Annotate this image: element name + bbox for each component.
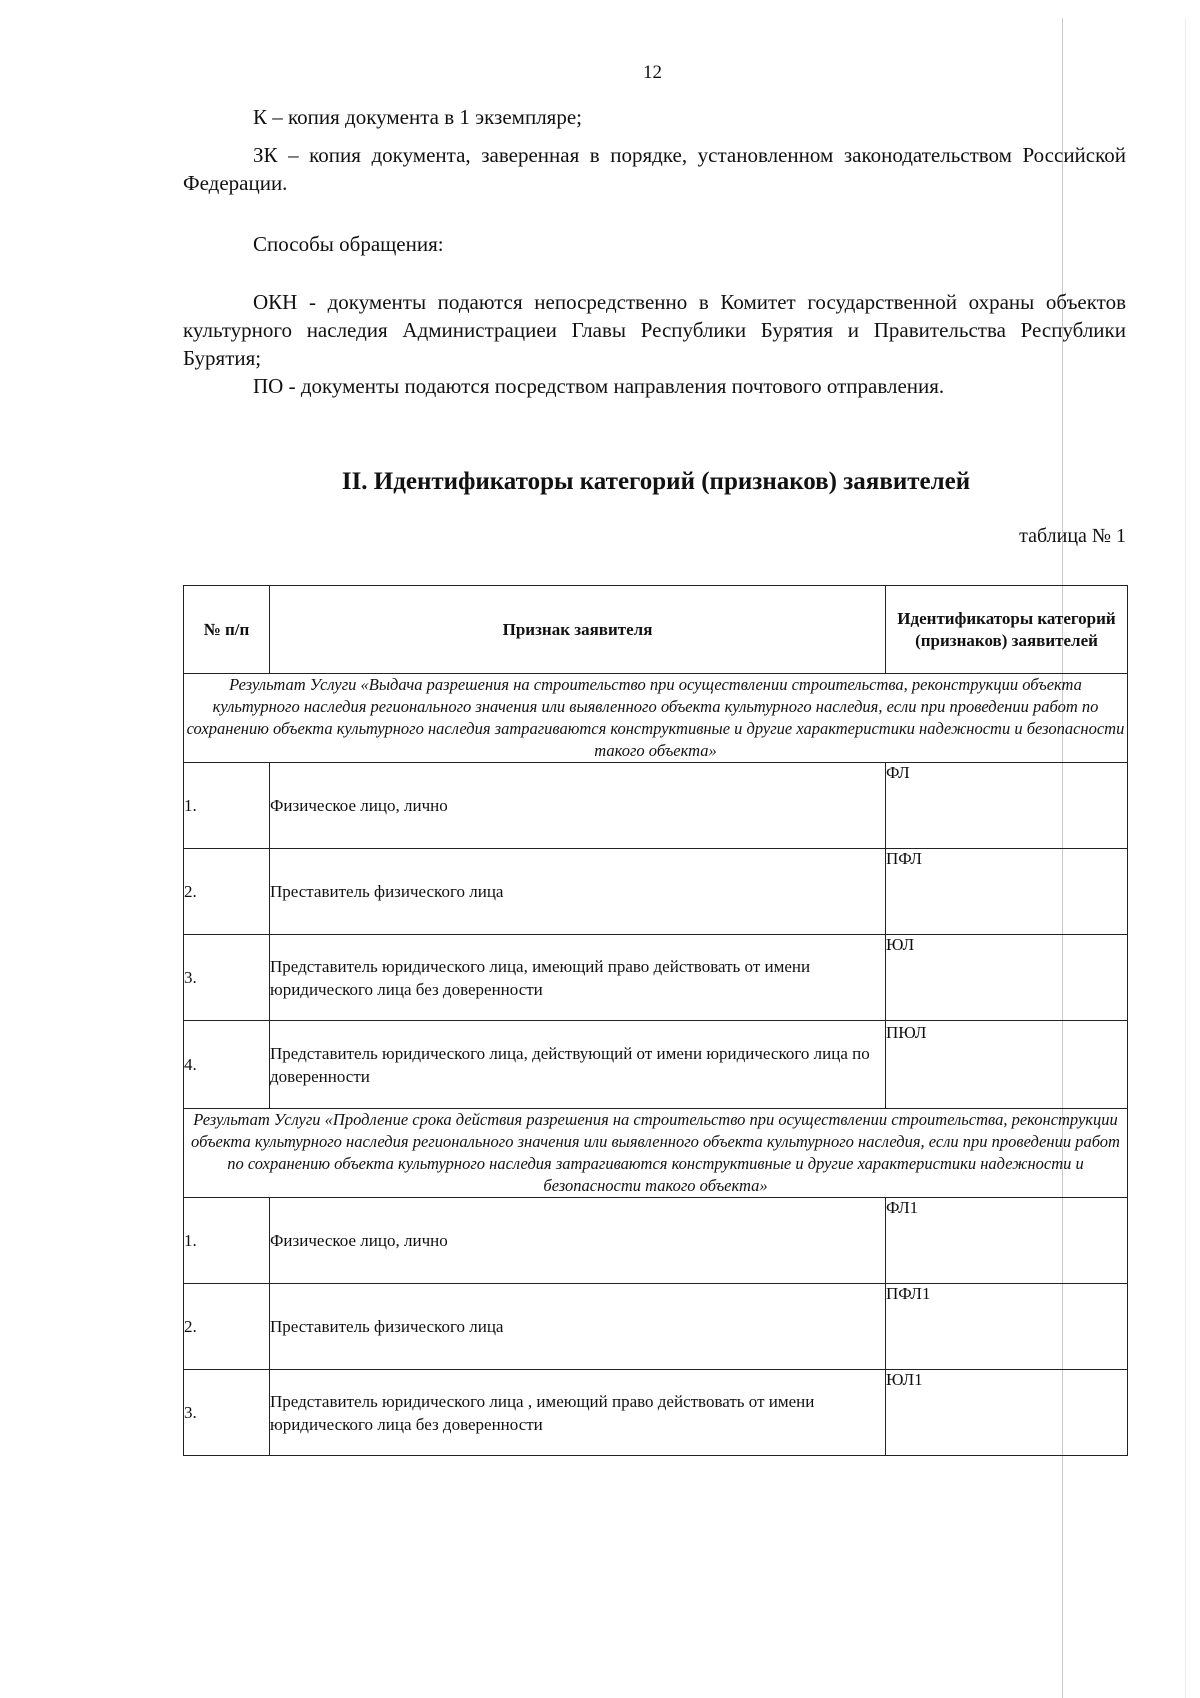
table-row [184,763,1128,849]
result-row-1 [184,674,1128,763]
row-sign: Физическое лицо, лично [270,763,886,849]
table-label: таблица № 1 [1019,525,1126,547]
row-num: 2. [184,1284,270,1370]
row-ident: ЮЛ [886,935,1128,1021]
table-row [184,849,1128,935]
paragraph-po-text: ПО - документы подаются посредством направления почтового отправления. [253,374,945,398]
row-ident: ЮЛ1 [886,1370,1128,1456]
table-row [184,1370,1128,1456]
paragraph-okn-text: ОКН - документы подаются непосредственно в Комитет государственной охраны объектов культурного наследия Администрациеи Главы Республики Бурятия и Правительства Республики Бурятия; [183,290,1126,370]
paragraph-zk-text: ЗК – копия документа, заверенная в порядке, установленном законодательством Российской Федерации. [183,143,1126,195]
row-sign: Физическое лицо, лично [270,1198,886,1284]
row-num: 3. [184,1370,270,1456]
row-ident: ФЛ [886,763,1128,849]
row-sign: Представитель юридического лица, действующий от имени юридического лица по доверенности [270,1021,886,1109]
row-sign: Представитель юридического лица , имеющий право действовать от имени юридического лица без доверенности [270,1370,886,1456]
header-sign: Признак заявителя [270,586,886,674]
result-text-1: Результат Услуги «Выдача разрешения на строительство при осуществлении строительства, реконструкции объекта культурного наследия регионального значения или выявленного объекта культурного наследия, если при проведении работ по сохранению объекта культурного наследия затрагиваются конструктивные и другие характеристики надежности и безопасности такого объекта» [184,674,1128,763]
row-num: 3. [184,935,270,1021]
result-row-2 [184,1109,1128,1198]
row-sign: Преставитель физического лица [270,849,886,935]
row-num: 4. [184,1021,270,1109]
table-row [184,1198,1128,1284]
row-sign: Представитель юридического лица, имеющий право действовать от имени юридического лица без доверенности [270,935,886,1021]
row-sign: Преставитель физического лица [270,1284,886,1370]
row-ident: ПЮЛ [886,1021,1128,1109]
methods-heading [183,230,1126,258]
table-header-row [184,586,1128,674]
paragraph-k-text: К – копия документа в 1 экземпляре; [253,105,582,129]
row-num: 2. [184,849,270,935]
methods-heading-text: Способы обращения: [253,232,444,256]
table-row [184,1284,1128,1370]
paragraph-okn [183,288,1126,372]
section-heading: II. Идентификаторы категорий (признаков) заявителей [341,468,971,495]
row-ident: ФЛ1 [886,1198,1128,1284]
page-number: 12 [643,62,662,83]
row-ident: ПФЛ [886,849,1128,935]
table-row [184,1021,1128,1109]
row-num: 1. [184,763,270,849]
paragraph-k [183,103,1126,131]
paragraph-zk [183,141,1126,197]
row-num: 1. [184,1198,270,1284]
header-num: № п/п [184,586,270,674]
row-ident: ПФЛ1 [886,1284,1128,1370]
header-ident: Идентификаторы категорий (признаков) заявителей [886,586,1128,674]
paragraph-po [183,372,1126,400]
identifiers-table [183,585,1128,1456]
table-row [184,935,1128,1021]
result-text-2: Результат Услуги «Продление срока действия разрешения на строительство при осуществлении строительства, реконструкции объекта культурного наследия регионального значения или выявленного объекта культурного наследия, если при проведении работ по сохранению объекта культурного наследия затрагиваются конструктивные и другие характеристики надежности и безопасности такого объекта» [184,1109,1128,1198]
scan-artifact-line [1185,18,1186,1698]
